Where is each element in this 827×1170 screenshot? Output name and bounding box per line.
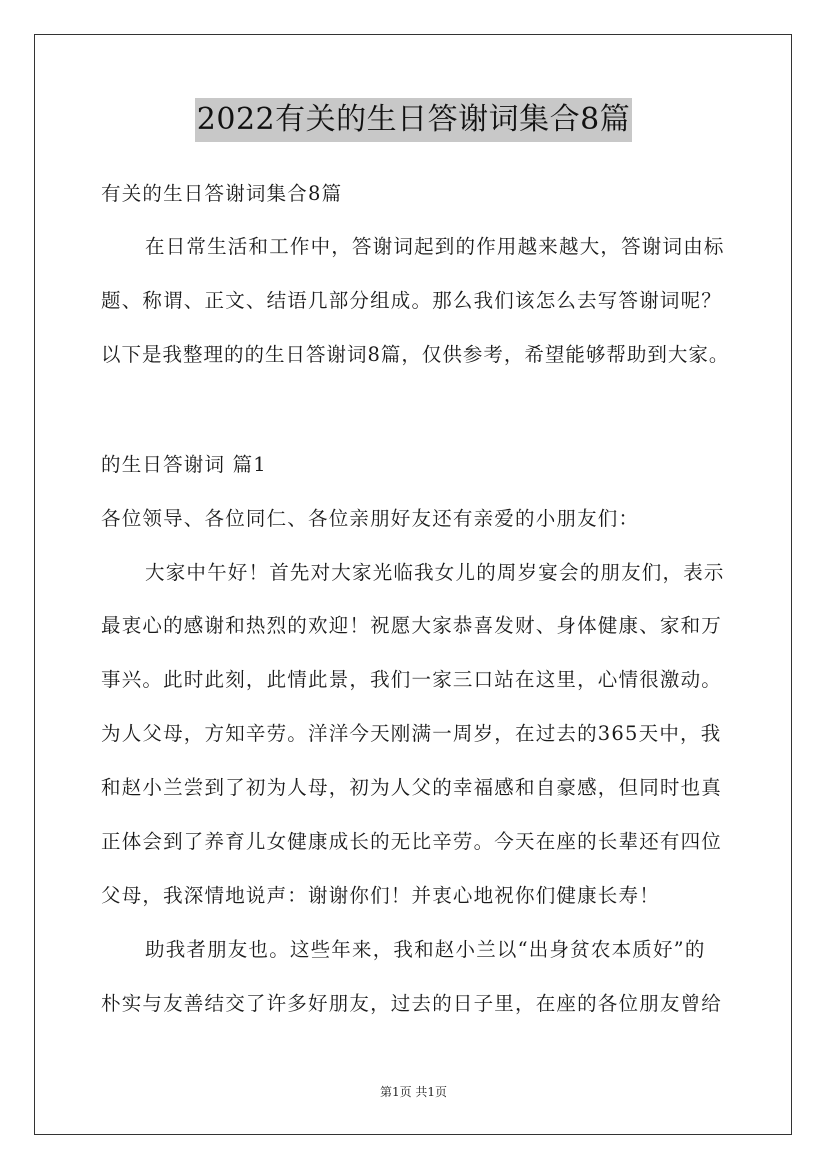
paragraph1-line-2: 最衷心的感谢和热烈的欢迎！祝愿大家恭喜发财、身体健康、家和万: [101, 614, 723, 637]
document-title: 2022有关的生日答谢词集合8篇: [195, 98, 632, 142]
section-heading: 的生日答谢词 篇1: [101, 453, 267, 476]
paragraph1-line-7: 父母，我深情地说声：谢谢你们！并衷心地祝你们健康长寿！: [101, 884, 660, 907]
paragraph2-line-1: 助我者朋友也。这些年来，我和赵小兰以“出身贫农本质好”的: [145, 938, 706, 961]
intro-line-3: 以下是我整理的的生日答谢词8篇，仅供参考，希望能够帮助到大家。: [101, 343, 730, 366]
title-container: [0, 98, 827, 142]
paragraph1-line-6: 正体会到了养育儿女健康成长的无比辛劳。今天在座的长辈还有四位: [101, 830, 723, 853]
document-subtitle: 有关的生日答谢词集合8篇: [101, 182, 343, 205]
page-footer: 第1页 共1页: [379, 1085, 448, 1099]
intro-line-2: 题、称谓、正文、结语几部分组成。那么我们该怎么去写答谢词呢？: [101, 289, 723, 312]
paragraph1-line-5: 和赵小兰尝到了初为人母，初为人父的幸福感和自豪感，但同时也真: [101, 776, 723, 799]
salutation: 各位领导、各位同仁、各位亲朋好友还有亲爱的小朋友们：: [101, 507, 640, 530]
intro-line-1: 在日常生活和工作中，答谢词起到的作用越来越大，答谢词由标: [145, 235, 725, 258]
paragraph1-line-3: 事兴。此时此刻，此情此景，我们一家三口站在这里，心情很激动。: [101, 668, 723, 691]
paragraph2-line-2: 朴实与友善结交了许多好朋友，过去的日子里，在座的各位朋友曾给: [101, 992, 723, 1015]
paragraph1-line-4: 为人父母，方知辛劳。洋洋今天刚满一周岁，在过去的365天中，我: [101, 722, 722, 745]
paragraph1-line-1: 大家中午好！首先对大家光临我女儿的周岁宴会的朋友们，表示: [145, 561, 725, 584]
